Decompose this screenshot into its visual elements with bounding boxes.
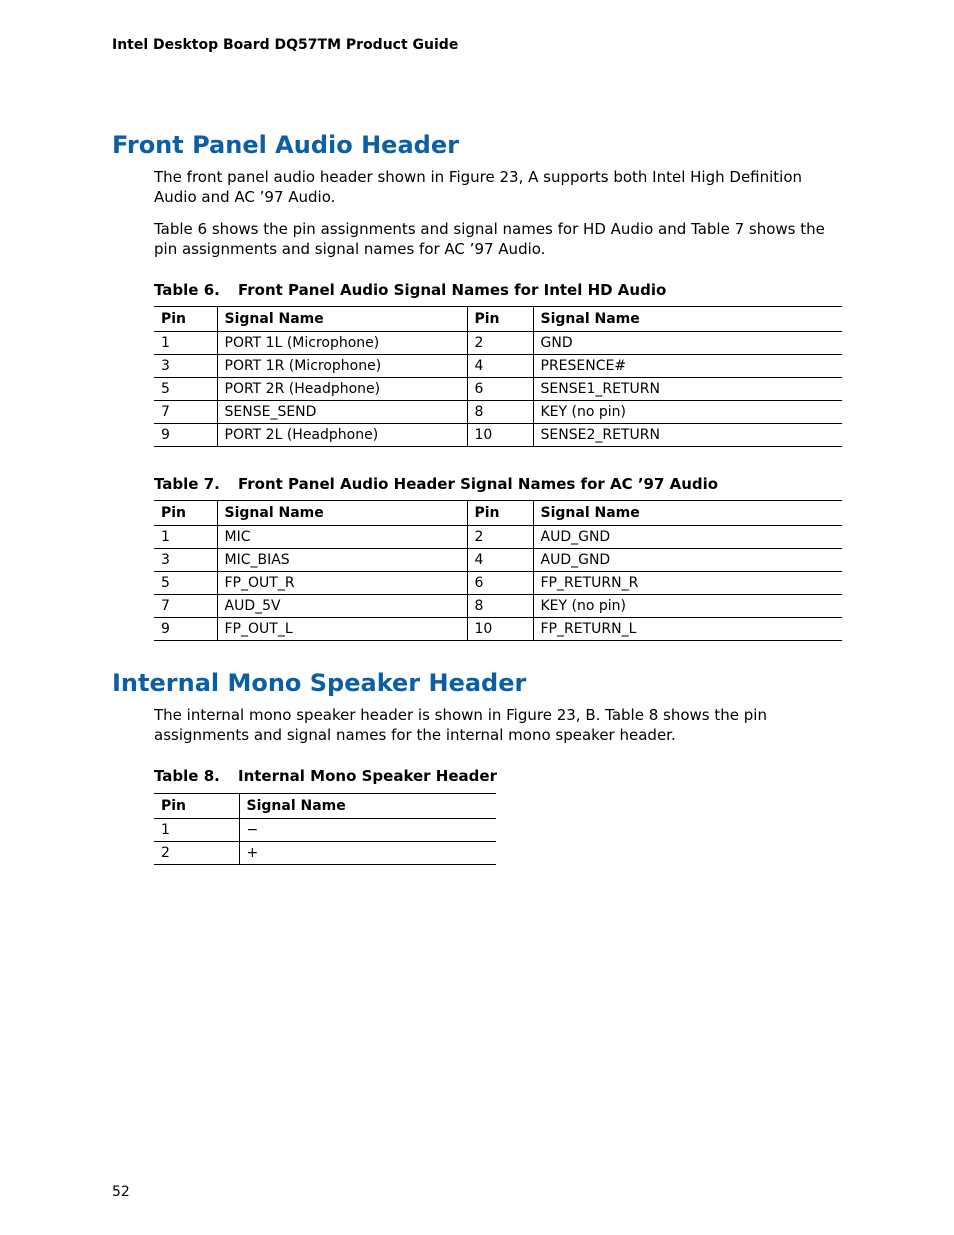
signal-cell: PORT 1L (Microphone) — [217, 332, 467, 355]
signal-cell: FP_RETURN_L — [533, 618, 842, 641]
signal-cell: PORT 2L (Headphone) — [217, 424, 467, 447]
column-header: Signal Name — [533, 307, 842, 332]
pin-cell: 1 — [154, 526, 217, 549]
signal-cell: − — [239, 819, 496, 842]
column-header: Pin — [154, 794, 239, 819]
table6-caption — [154, 281, 666, 299]
pin-cell: 8 — [467, 401, 533, 424]
table-header-row — [154, 307, 842, 332]
table7-number: Table 7. — [154, 475, 220, 493]
pin-cell: 1 — [154, 819, 239, 842]
pin-cell: 4 — [467, 355, 533, 378]
pin-cell: 5 — [154, 572, 217, 595]
table-header-row — [154, 794, 496, 819]
pin-cell: 2 — [154, 842, 239, 865]
table8-title: Internal Mono Speaker Header — [238, 767, 497, 785]
column-header: Signal Name — [217, 307, 467, 332]
pin-cell: 6 — [467, 572, 533, 595]
signal-cell: MIC — [217, 526, 467, 549]
column-header: Pin — [467, 307, 533, 332]
signal-cell: + — [239, 842, 496, 865]
table6-title: Front Panel Audio Signal Names for Intel HD Audio — [238, 281, 667, 299]
signal-cell: MIC_BIAS — [217, 549, 467, 572]
pin-cell: 2 — [467, 332, 533, 355]
pin-cell: 9 — [154, 618, 217, 641]
pin-cell: 8 — [467, 595, 533, 618]
signal-cell: PRESENCE# — [533, 355, 842, 378]
column-header: Signal Name — [217, 501, 467, 526]
table-row — [154, 618, 842, 641]
table8-caption — [154, 767, 497, 785]
table-row — [154, 842, 496, 865]
table-row — [154, 819, 496, 842]
table8-number: Table 8. — [154, 767, 220, 785]
table-row — [154, 424, 842, 447]
pin-cell: 6 — [467, 378, 533, 401]
section1-paragraph-2: Table 6 shows the pin assignments and signal names for HD Audio and Table 7 shows the pin assignments and signal names for AC ’97 Audio. — [154, 220, 825, 258]
table-row — [154, 378, 842, 401]
table-row — [154, 572, 842, 595]
table-header-row — [154, 501, 842, 526]
pin-cell: 5 — [154, 378, 217, 401]
signal-cell: AUD_GND — [533, 549, 842, 572]
section-title-front-panel-audio: Front Panel Audio Header — [112, 131, 459, 159]
signal-cell: KEY (no pin) — [533, 595, 842, 618]
signal-cell: GND — [533, 332, 842, 355]
pin-cell: 9 — [154, 424, 217, 447]
running-header: Intel Desktop Board DQ57TM Product Guide — [112, 37, 459, 53]
table6 — [154, 306, 842, 447]
signal-cell: PORT 1R (Microphone) — [217, 355, 467, 378]
column-header: Pin — [467, 501, 533, 526]
column-header: Pin — [154, 501, 217, 526]
table7 — [154, 500, 842, 641]
pin-cell: 7 — [154, 595, 217, 618]
pin-cell: 10 — [467, 424, 533, 447]
pin-cell: 1 — [154, 332, 217, 355]
signal-cell: FP_OUT_R — [217, 572, 467, 595]
table-row — [154, 355, 842, 378]
pin-cell: 2 — [467, 526, 533, 549]
signal-cell: AUD_GND — [533, 526, 842, 549]
section2-paragraph-1: The internal mono speaker header is shown in Figure 23, B. Table 8 shows the pin assignments and signal names for the internal mono speaker header. — [154, 706, 767, 744]
table-row — [154, 401, 842, 424]
signal-cell: AUD_5V — [217, 595, 467, 618]
table7-caption — [154, 475, 718, 493]
signal-cell: SENSE_SEND — [217, 401, 467, 424]
section-title-internal-mono-speaker: Internal Mono Speaker Header — [112, 669, 527, 697]
table-row — [154, 332, 842, 355]
signal-cell: KEY (no pin) — [533, 401, 842, 424]
column-header: Signal Name — [533, 501, 842, 526]
table8 — [154, 793, 496, 865]
pin-cell: 3 — [154, 549, 217, 572]
pin-cell: 4 — [467, 549, 533, 572]
signal-cell: PORT 2R (Headphone) — [217, 378, 467, 401]
pin-cell: 10 — [467, 618, 533, 641]
signal-cell: FP_RETURN_R — [533, 572, 842, 595]
table-row — [154, 549, 842, 572]
signal-cell: FP_OUT_L — [217, 618, 467, 641]
page-number: 52 — [112, 1184, 130, 1200]
pin-cell: 7 — [154, 401, 217, 424]
pin-cell: 3 — [154, 355, 217, 378]
signal-cell: SENSE1_RETURN — [533, 378, 842, 401]
column-header: Signal Name — [239, 794, 496, 819]
column-header: Pin — [154, 307, 217, 332]
table-row — [154, 526, 842, 549]
signal-cell: SENSE2_RETURN — [533, 424, 842, 447]
table7-title: Front Panel Audio Header Signal Names for AC ’97 Audio — [238, 475, 719, 493]
section1-paragraph-1: The front panel audio header shown in Figure 23, A supports both Intel High Definition Audio and AC ’97 Audio. — [154, 168, 803, 206]
table-row — [154, 595, 842, 618]
table6-number: Table 6. — [154, 281, 220, 299]
